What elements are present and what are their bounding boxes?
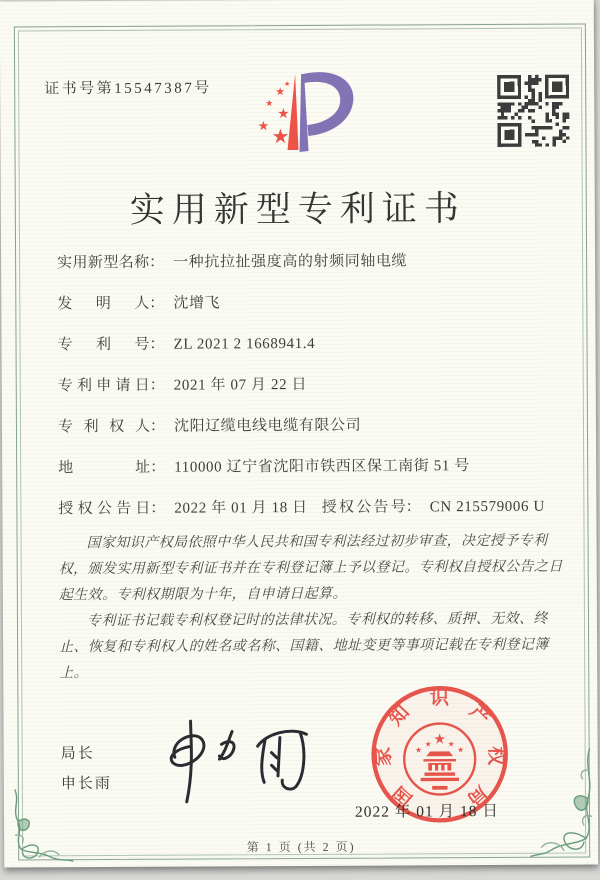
certificate-title: 实用新型专利证书 — [129, 189, 466, 230]
seal-char: 家 — [373, 746, 396, 767]
floral-ornament-icon — [9, 787, 75, 863]
svg-text:★: ★ — [277, 107, 290, 123]
svg-text:★: ★ — [271, 126, 290, 149]
director-signature-icon — [155, 714, 326, 813]
field-value: 2022 年 01 月 18 日 — [174, 499, 308, 517]
svg-text:★: ★ — [265, 98, 274, 109]
svg-text:★: ★ — [447, 739, 455, 749]
field-grant-number: 授权公告号： CN 215579006 U — [321, 498, 545, 516]
svg-text:★: ★ — [284, 80, 291, 89]
cnipa-logo-icon — [243, 62, 364, 167]
field-label: 授权公告日 — [58, 500, 151, 518]
legal-paragraph-2: 专利证书记载专利权登记时的法律状况。专利权的转移、质押、无效、终止、恢复和专利权人的姓名或名称、国籍、地址变更等事项记载在专利登记簿上。 — [59, 611, 549, 682]
field-value: 2021 年 07 月 22 日 — [173, 376, 308, 394]
director-title: 局长 — [60, 745, 95, 763]
field-grant-date: 授权公告日： 2022 年 01 月 18 日 — [58, 499, 308, 518]
field-application-date: 专利申请日： 2021 年 07 月 22 日 — [57, 376, 308, 395]
field-label: 专利权人 — [57, 418, 151, 436]
director-name: 申长雨 — [60, 774, 112, 793]
field-value: 110000 辽宁省沈阳市铁西区保工南街 51 号 — [174, 458, 470, 476]
seal-char: 产 — [465, 701, 494, 730]
svg-text:★: ★ — [457, 745, 465, 755]
field-value: ZL 2021 2 1668941.4 — [173, 335, 316, 353]
field-label: 发明人 — [57, 295, 150, 313]
field-value: 沈阳辽缆电线电缆有限公司 — [173, 417, 362, 435]
field-label: 专利申请日 — [57, 377, 150, 395]
seal-char: 权 — [484, 746, 507, 766]
field-label: 授权公告号 — [321, 499, 406, 516]
field-value: CN 215579006 U — [429, 498, 545, 516]
svg-text:★: ★ — [257, 118, 270, 134]
legal-paragraph-1: 国家知识产权局依照中华人民共和国专利法经过初步审查，决定授予专利权，颁发实用新型专利证书并在专利登记簿上予以登记。专利权自授权公告之日起生效。专利权期限为十年，自申请日起算。 — [58, 533, 563, 604]
field-value: 一种抗拉扯强度高的射频同轴电缆 — [173, 253, 408, 271]
field-patentee: 专利权人： 沈阳辽缆电线电缆有限公司 — [57, 417, 362, 436]
field-value: 沈增飞 — [173, 295, 221, 312]
svg-text:★: ★ — [415, 745, 423, 755]
seal-char: 局 — [462, 781, 492, 810]
seal-date: 2022 年 01 月 18 日 — [354, 802, 499, 821]
svg-text:★: ★ — [275, 86, 286, 99]
seal-char: 国 — [388, 781, 417, 810]
field-inventor: 发明人： 沈增飞 — [57, 295, 221, 313]
svg-text:★: ★ — [424, 739, 432, 749]
seal-char: 知 — [385, 701, 414, 731]
qr-code — [497, 75, 569, 147]
field-address: 地址： 110000 辽宁省沈阳市铁西区保工南街 51 号 — [58, 458, 470, 477]
field-list — [57, 251, 564, 541]
field-label: 地址 — [58, 459, 151, 477]
svg-text:★: ★ — [433, 731, 447, 748]
field-label: 专利号 — [57, 336, 150, 354]
floral-ornament-icon — [530, 746, 599, 858]
field-grant-row — [58, 497, 564, 520]
seal-char: 识 — [429, 688, 450, 710]
field-utility-model-name: 实用新型名称： 一种抗拉扯强度高的射频同轴电缆 — [57, 253, 408, 272]
page-number: 第 1 页 (共 2 页) — [246, 839, 356, 855]
field-label: 实用新型名称 — [57, 254, 150, 272]
field-patent-number: 专利号： ZL 2021 2 1668941.4 — [57, 335, 316, 354]
certificate-number: 证书号第15547387号 — [44, 80, 212, 98]
